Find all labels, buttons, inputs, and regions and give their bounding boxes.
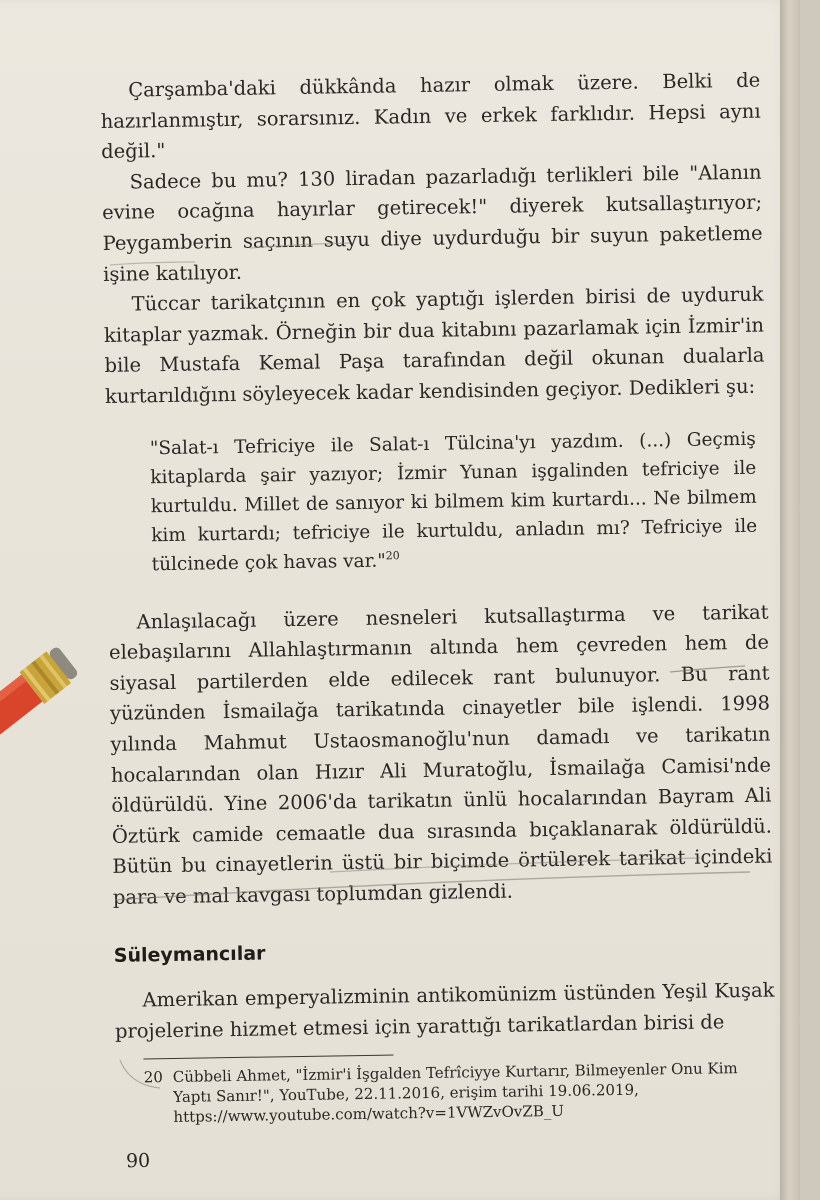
pencil-icon: [0, 612, 110, 772]
paragraph-2: Sadece bu mu? 130 liradan pazarladığı terlikleri bile "Alanın evine ocağına hayırlar getirecek!" diyerek kutsallaştırıyor; Peygamberin saçının suyu diye uydurduğu bir suyun paketleme işine katılıyor.: [101, 160, 763, 286]
paragraph-3: Tüccar tarikatçının en çok yaptığı işlerden birisi de uyduruk kitaplar yazmak. Örneğin bir dua kitabını pazarlamak için İzmir'in bile Mustafa Kemal Paşa tarafından değil okunan dualarla kurtarıldığını söyleyecek kadar kendisinden geçiyor. Dedikleri şu:: [103, 282, 765, 408]
footnote-number: 20: [143, 1068, 163, 1087]
page-text: [100, 66, 776, 1128]
paragraph-4: Anlaşılacağı üzere nesneleri kutsallaştırma ve tarikat elebaşılarını Allahlaştırmanın altında hem çevreden hem de siyasal partilerden elde edilecek rant bulunuyor. Bu rant yüzünden İsmailağa tarikatında cinayetler bile işlendi. 1998 yılında Mahmut Ustaosmanoğlu'nun damadı ve tarikatın hocalarından olan Hızır Ali Muratoğlu, İsmailağa Camisi'nde öldürüldü. Yine 2006'da tarikatın ünlü hocalarından Bayram Ali Öztürk camide cemaatle dua sırasında bıçaklanarak öldürüldü. Bütün bu cinayetlerin üstü bir biçimde örtülerek tarikat içindeki para ve mal kavgası toplumdan gizlendi.: [108, 600, 773, 909]
footnote-reference: 20: [385, 548, 400, 562]
paragraph-5: Amerikan emperyalizminin antikomünizm üstünden Yeşil Kuşak projelerine hizmet etmesi için yarattığı tarikatlardan birisi de: [114, 978, 775, 1043]
page-number: 90: [125, 1149, 151, 1173]
footnote-divider: [143, 1055, 393, 1060]
footnote: [144, 1058, 777, 1128]
page-edge: [780, 0, 800, 1200]
footnote-text: Cübbeli Ahmet, "İzmir'i İşgalden Tefrîciyye Kurtarır, Bilmeyenler Onu Kim Yaptı Sanır!", YouTube, 22.11.2016, erişim tarihi 19.06.2019, https://www.youtube.com/watch?v=1VWZvOvZB_U: [172, 1059, 738, 1127]
section-heading: Süleymancılar: [113, 942, 266, 968]
paragraph-1: Çarşamba'daki dükkânda hazır olmak üzere. Belki de hazırlanmıştır, sorarsınız. Kadın ve erkek farklıdır. Hepsi aynı değil.": [100, 68, 761, 164]
block-quote: [150, 424, 758, 579]
quote-text: "Salat-ı Tefriciye ile Salat-ı Tülcina'yı yazdım. (...) Geçmiş kitaplarda şair yazıyor; İzmir Yunan işgalinden tefriciye ile kurtuldu. Millet de sanıyor ki bilmem kim kurtardı... Ne bilmem kim kurtardı; tefriciye ile kurtuldu, anladın mı? Tefriciye ile tülcinede çok havas var.": [149, 428, 758, 575]
